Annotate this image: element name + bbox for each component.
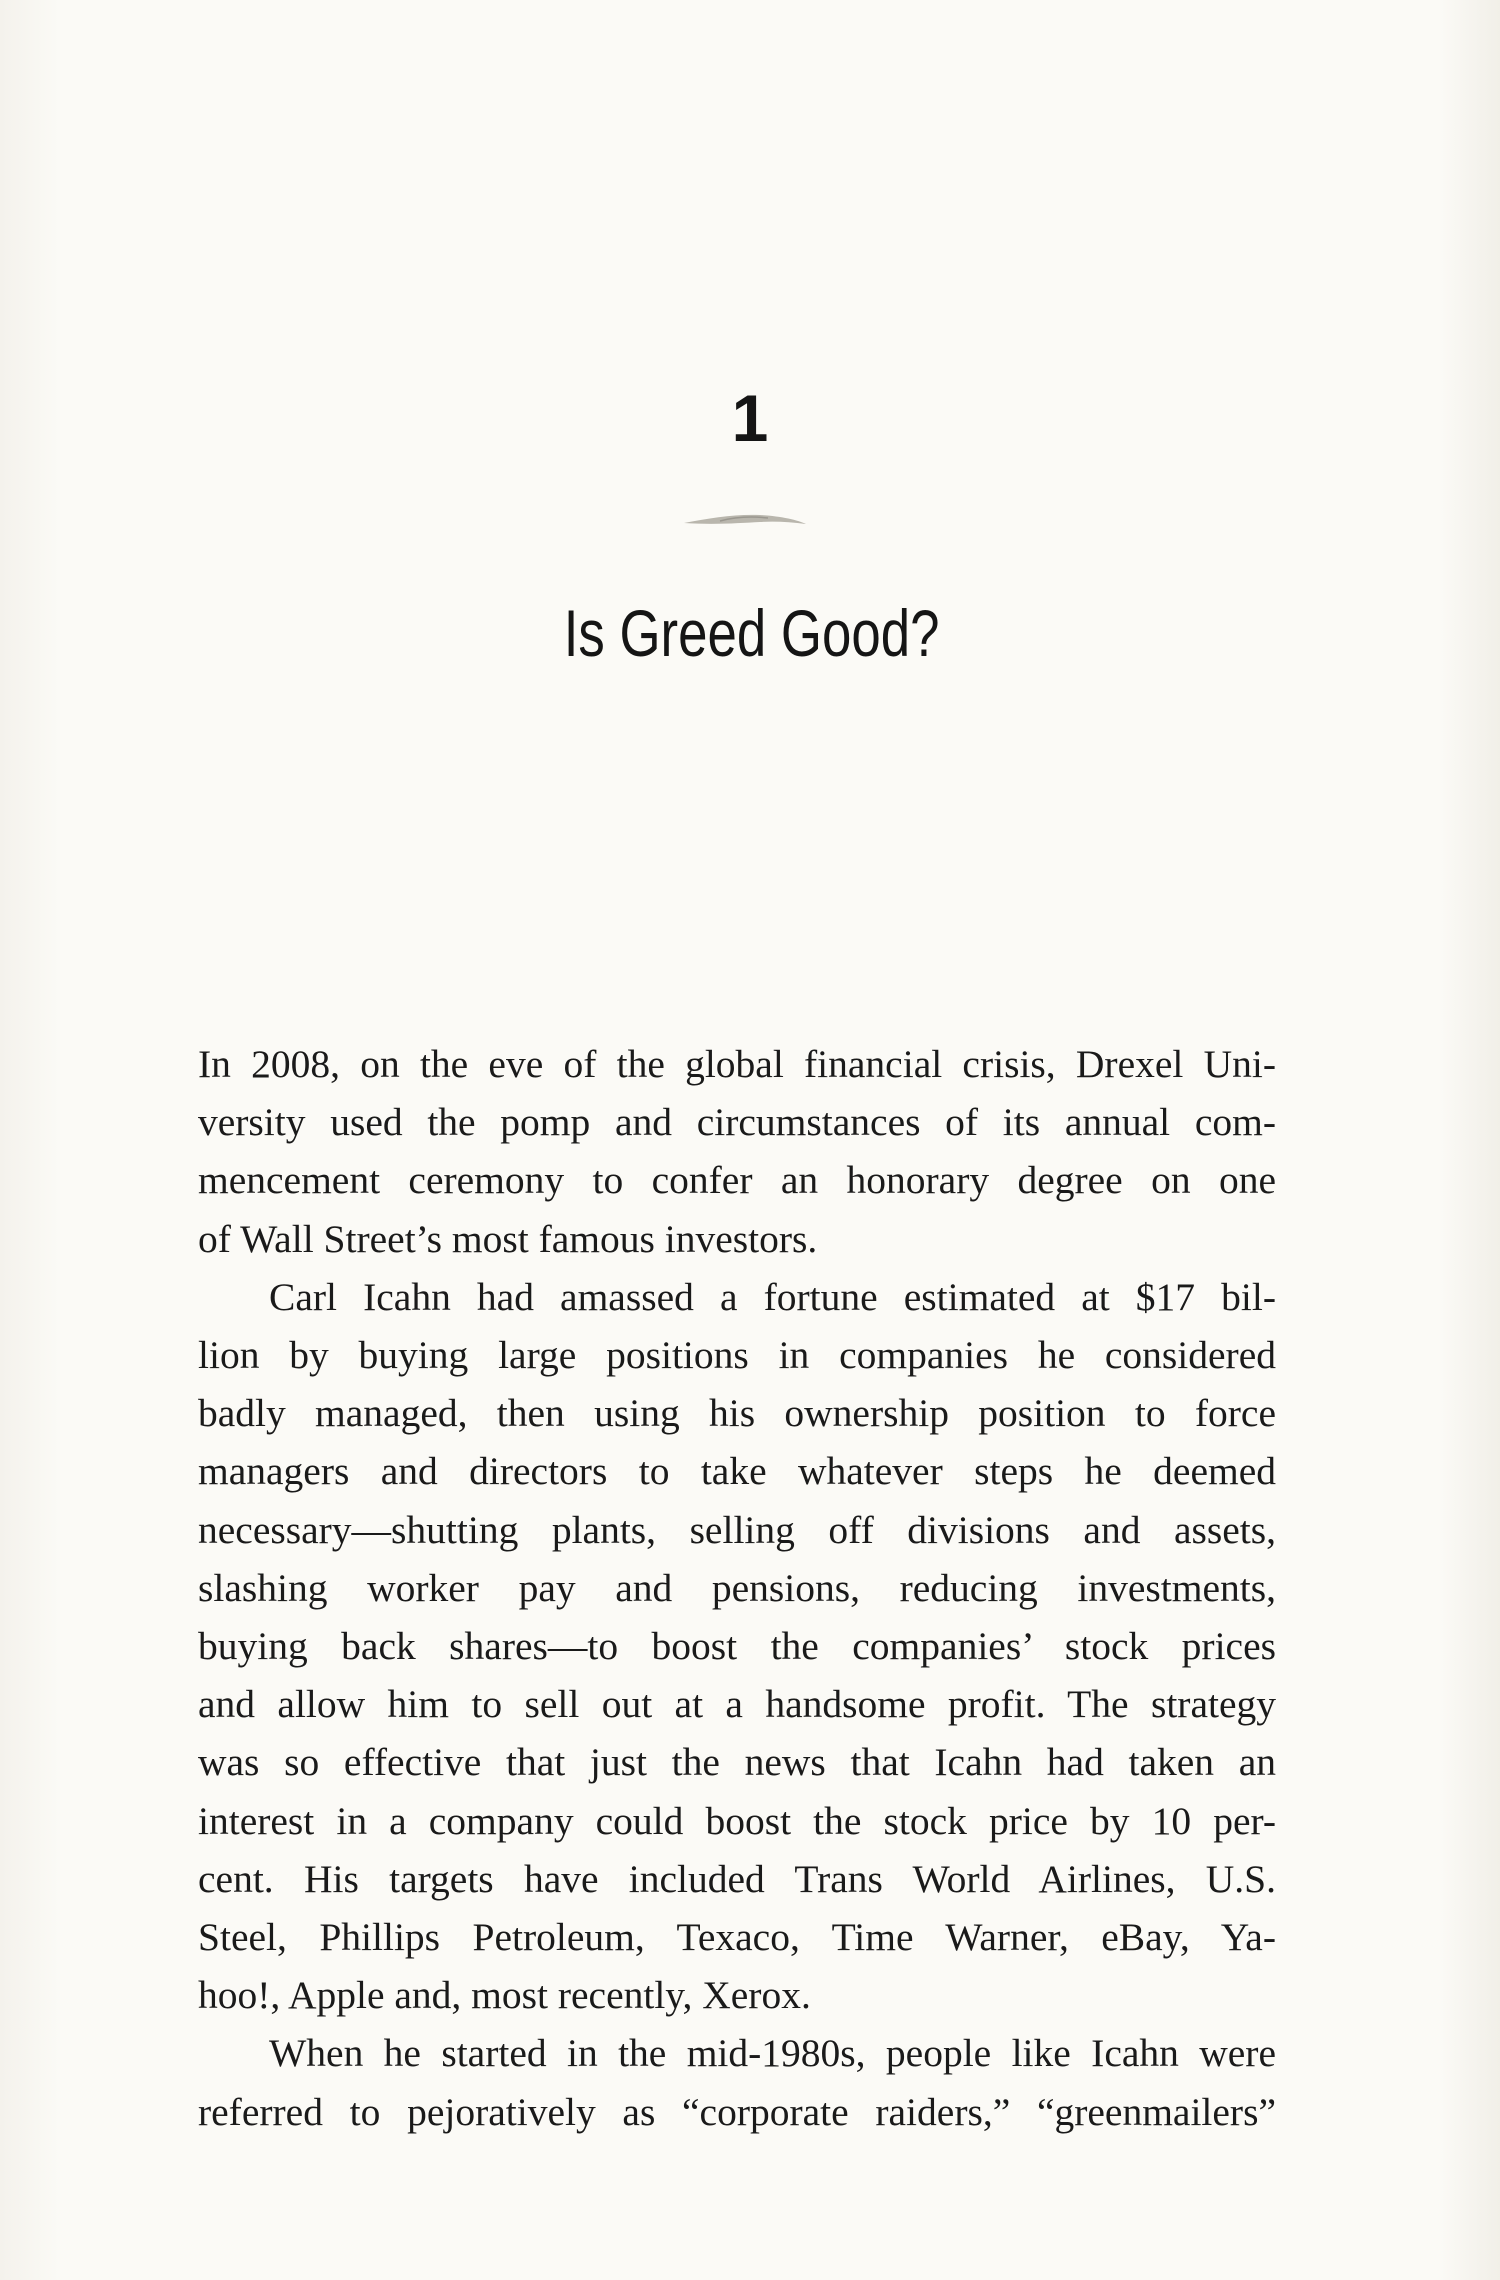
- text-line: of Wall Street’s most famous investors.: [198, 1216, 818, 1261]
- text-line: hoo!, Apple and, most recently, Xerox.: [198, 1973, 811, 2018]
- text-line: referred to pejoratively as “corporate raiders,” “greenmailers”: [198, 2089, 1276, 2134]
- text-line: In 2008, on the eve of the global financial crisis, Drexel Uni-: [198, 1042, 1276, 1086]
- chapter-title: Is Greed Good?: [563, 596, 940, 670]
- text-line: lion by buying large positions in companies he considered: [198, 1333, 1276, 1378]
- text-line: and allow him to sell out at a handsome profit. The strategy: [198, 1682, 1276, 1727]
- chapter-ornament: [680, 508, 810, 534]
- text-line: buying back shares—to boost the companies’ stock prices: [198, 1624, 1276, 1669]
- text-line: cent. His targets have included Trans World Airlines, U.S.: [198, 1856, 1276, 1901]
- text-line: was so effective that just the news that Icahn had taken an: [198, 1740, 1276, 1785]
- body-text: [198, 1035, 1276, 2141]
- paragraph-3: [198, 2024, 1276, 2140]
- text-line: versity used the pomp and circumstances of its annual com-: [198, 1100, 1276, 1145]
- text-line: Carl Icahn had amassed a fortune estimated at $17 bil-: [269, 1274, 1276, 1319]
- text-line: necessary—shutting plants, selling off divisions and assets,: [198, 1507, 1276, 1552]
- text-line: badly managed, then using his ownership position to force: [198, 1391, 1276, 1436]
- text-line: interest in a company could boost the stock price by 10 per-: [198, 1798, 1276, 1843]
- paragraph-2: [198, 1268, 1276, 2025]
- text-line: When he started in the mid-1980s, people like Icahn were: [269, 2031, 1276, 2076]
- text-line: Steel, Phillips Petroleum, Texaco, Time Warner, eBay, Ya-: [198, 1915, 1276, 1960]
- text-line: managers and directors to take whatever steps he deemed: [198, 1449, 1276, 1494]
- paragraph-1: [198, 1035, 1276, 1268]
- text-line: mencement ceremony to confer an honorary degree on one: [198, 1158, 1276, 1203]
- text-line: slashing worker pay and pensions, reducing investments,: [198, 1565, 1276, 1610]
- chapter-number: 1: [731, 381, 769, 455]
